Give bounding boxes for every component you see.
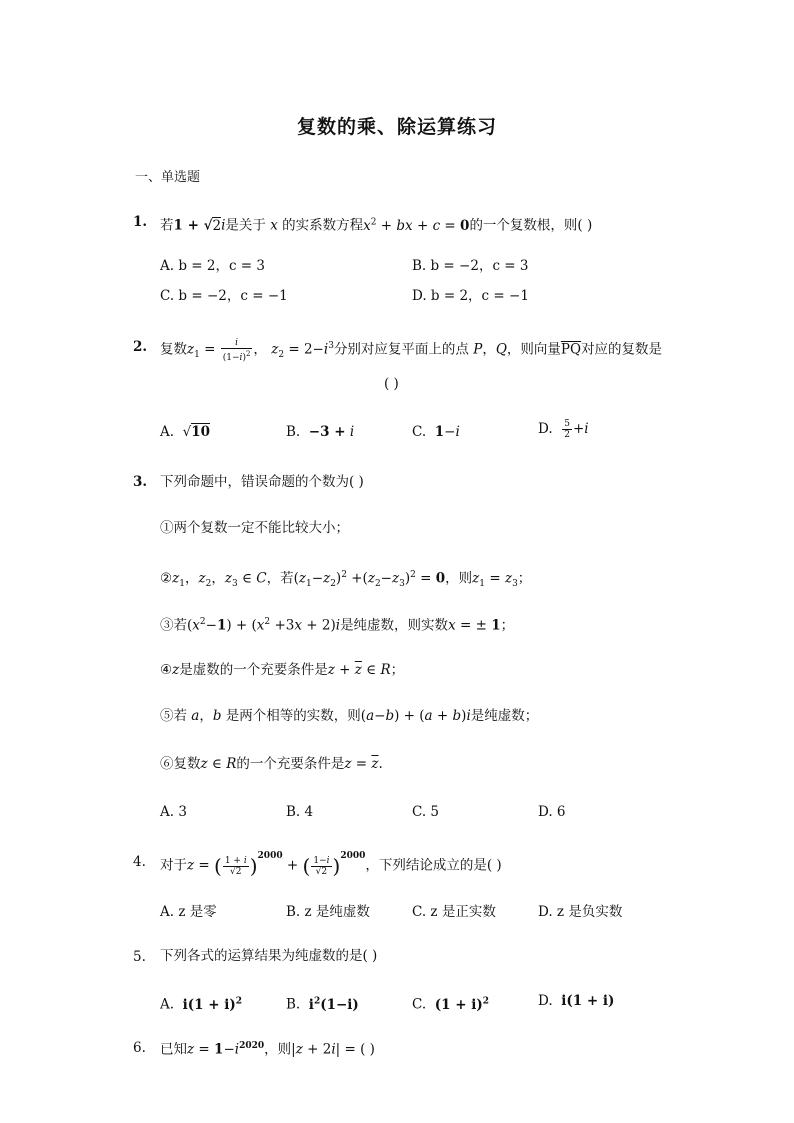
answer-paren: ( ) [384, 376, 399, 392]
statement-1: ①两个复数一定不能比较大小； [160, 520, 349, 536]
stem-text: 已知 [160, 1041, 187, 1058]
question-stem: 对于z = ( $\frac{1 + i}{√2}$ )$^{2000}$ + ( $\frac{1-i}{√2}$ )$^{2000}$，下列结论成立的是( ) [160, 851, 502, 878]
statement-4: ④z是虚数的一个充要条件是$z + \overline{z}$ ∈ R； [160, 662, 405, 678]
option-d[interactable]: D. 6 [538, 804, 566, 820]
stem-text: ， [253, 341, 267, 358]
option-b[interactable]: B. 4 [286, 804, 314, 820]
option-c[interactable]: C. $(1 + i)^2$ [412, 996, 490, 1013]
option-b[interactable]: B. −3 + i [286, 424, 355, 440]
stem-text: 对应的复数是 [581, 341, 663, 358]
root-expression: 1 + √2i [173, 217, 226, 234]
option-a[interactable]: A. b = 2，c = 3 [160, 258, 266, 274]
question-number: 3. [133, 474, 148, 490]
option-d[interactable]: D. z 是负实数 [538, 904, 623, 920]
equation: $x^2$ + bx + c = 0 [363, 217, 470, 234]
stem-text: 的一个复数根，则( ) [469, 217, 593, 234]
option-b[interactable]: B. z 是纯虚数 [286, 904, 370, 920]
section-heading: 一、单选题 [135, 170, 201, 185]
fraction: $\frac{i}{(1-i)^2}$ [222, 337, 251, 363]
stem-text: 分别对应复平面上的点 [333, 341, 474, 358]
statement-6: ⑥复数z ∈ R的一个充要条件是$z = \overline{z}$. [160, 756, 383, 772]
option-a[interactable]: A. z 是零 [160, 904, 217, 920]
vector-pq: $\overline{PQ}$ [560, 341, 582, 358]
option-d[interactable]: D. $\frac{5}{2}$ +i [538, 419, 589, 440]
question-stem: 已知$z = 1-i^{2020}$，则|z + 2i| = ( ) [160, 1041, 375, 1058]
page-title: 复数的乘、除运算练习 [296, 116, 497, 138]
statement-5: ⑤若 a，b 是两个相等的实数，则(a−b) + (a + b)i是纯虚数； [160, 708, 539, 724]
question-number: 5. [133, 949, 146, 965]
question-stem: 若1 + √2i是关于 x 的实系数方程$x^2$ + bx + c = 0的一个复数根，则( ) [160, 217, 593, 234]
question-stem: 复数$z_1$ = $\frac{i}{(1-i)^2}$ ， $z_2 = 2-i^3$分别对应复平面上的点 P，Q，则向量$\overline{PQ}$对应的复数是 [160, 337, 663, 363]
option-a[interactable]: A. 3 [160, 804, 187, 820]
option-c[interactable]: C. z 是正实数 [412, 904, 496, 920]
question-number: 4. [133, 854, 146, 870]
stem-text: ，下列结论成立的是( ) [365, 857, 502, 874]
statement-2: $②z_1$，$z_2$，$z_3$ ∈ C，若$(z_1-z_2)^2 +(z_2-z_3)^2 = 0$，则$z_1 = z_3$； [160, 570, 532, 590]
question-number: 6. [133, 1040, 146, 1056]
statement-3: ③若$(x^2-1) + (x^2 +3x + 2)i$是纯虚数，则实数x = ± 1； [160, 617, 515, 634]
option-b[interactable]: B. b = −2，c = 3 [412, 258, 529, 274]
stem-text: 复数 [160, 341, 187, 358]
question-stem: 下列命题中，错误命题的个数为( ) [160, 474, 364, 490]
option-c[interactable]: C. 5 [412, 804, 440, 820]
question-number: 1. [133, 214, 148, 230]
option-c[interactable]: C. b = −2，c = −1 [160, 288, 288, 304]
option-a[interactable]: A. √10 [160, 424, 211, 440]
stem-text: 若 [160, 217, 174, 234]
option-a[interactable]: A. $i(1 + i)^2$ [160, 996, 243, 1013]
option-d[interactable]: D. b = 2，c = −1 [412, 288, 529, 304]
stem-text: 对于 [160, 857, 187, 874]
stem-text: 是关于 [225, 217, 271, 234]
option-d[interactable]: D. i(1 + i) [538, 993, 615, 1009]
question-stem: 下列各式的运算结果为纯虚数的是( ) [160, 948, 378, 964]
option-c[interactable]: C. 1−i [412, 424, 460, 440]
question-number: 2. [133, 339, 148, 355]
option-b[interactable]: B. $i^2(1-i)$ [286, 996, 359, 1013]
